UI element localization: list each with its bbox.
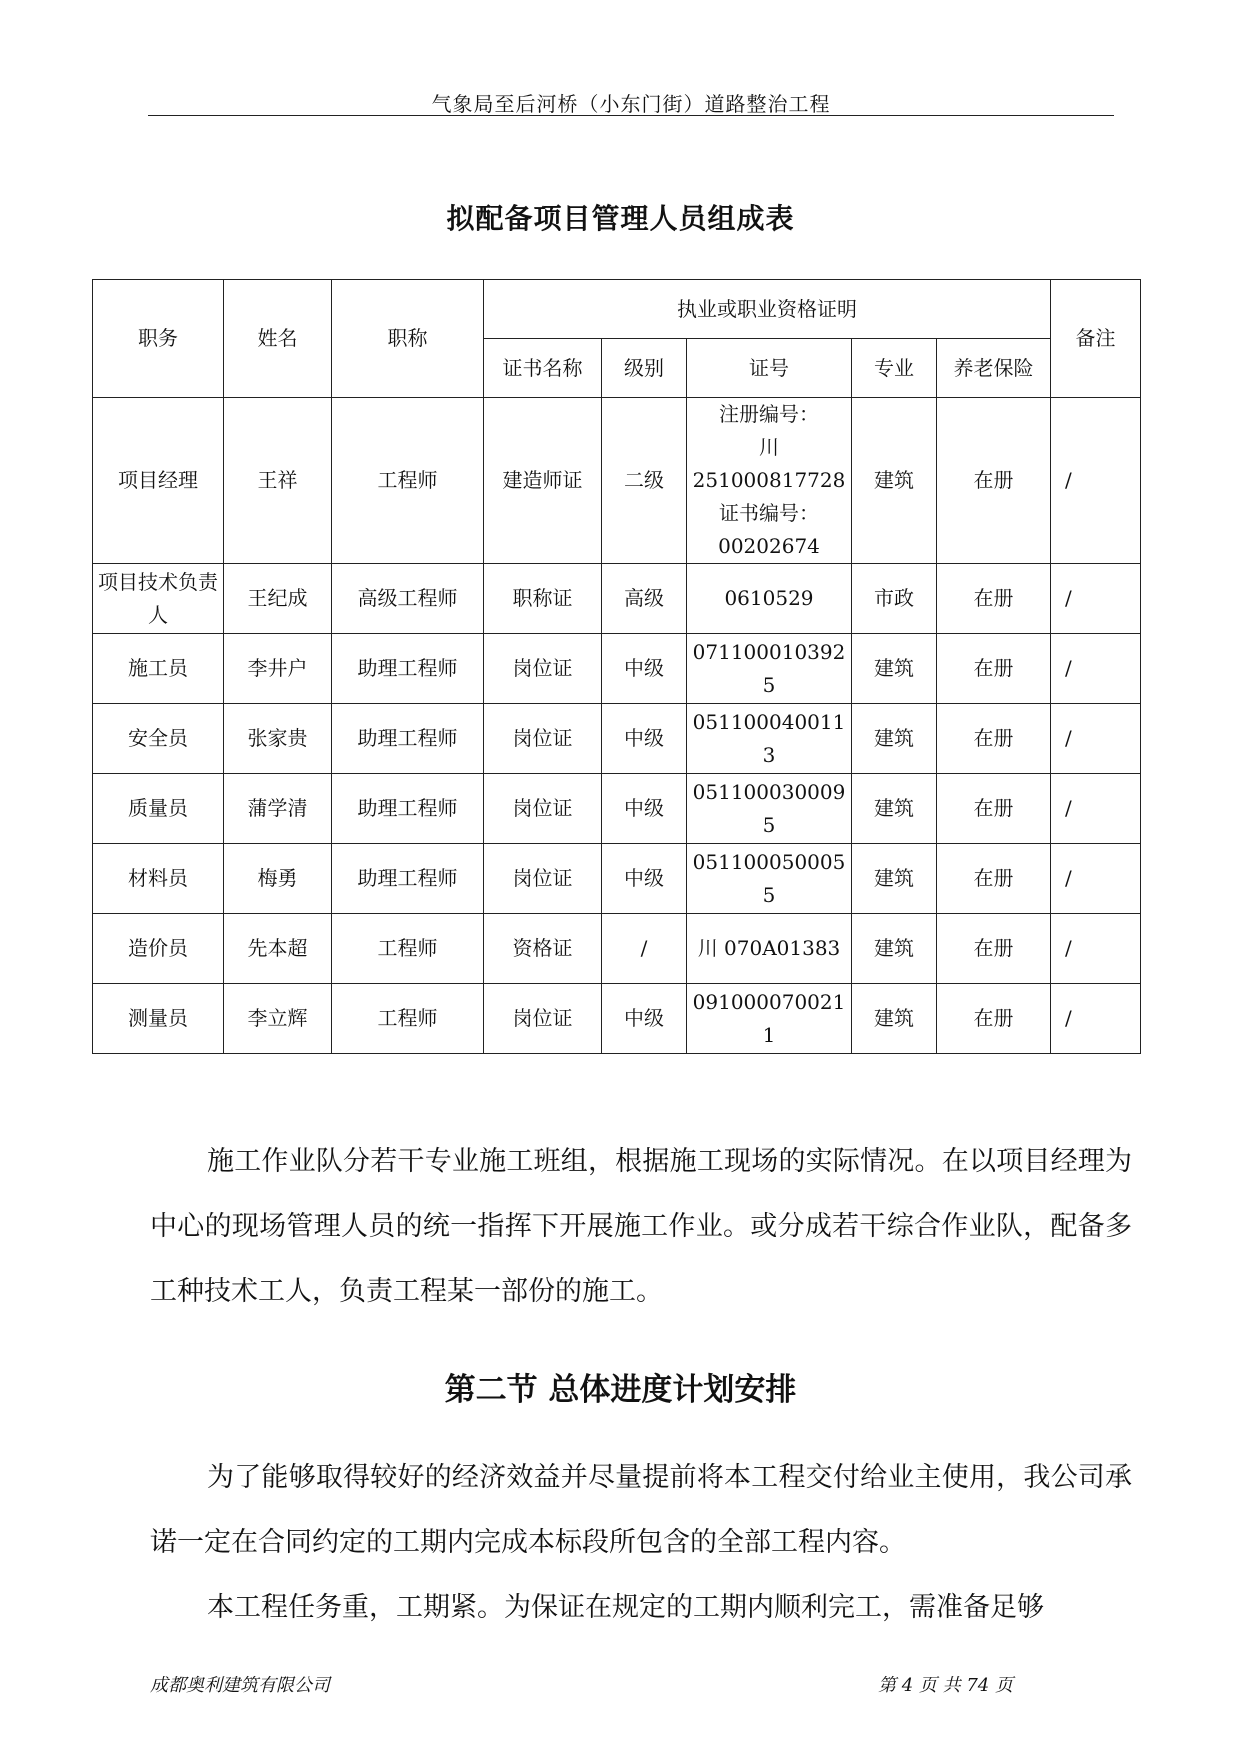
cell-title: 工程师 bbox=[332, 984, 484, 1054]
header-specialty: 专业 bbox=[852, 339, 937, 398]
cell-remarks: / bbox=[1051, 564, 1141, 634]
cell-specialty: 建筑 bbox=[852, 774, 937, 844]
cell-level: 高级 bbox=[602, 564, 687, 634]
cell-position: 项目技术负责人 bbox=[93, 564, 224, 634]
cell-pension: 在册 bbox=[937, 844, 1051, 914]
cell-specialty: 建筑 bbox=[852, 984, 937, 1054]
cell-name: 梅勇 bbox=[224, 844, 332, 914]
paragraph-teams: 施工作业队分若干专业施工班组，根据施工现场的实际情况。在以项目经理为中心的现场管理人员的统一指挥下开展施工作业。或分成若干综合作业队，配备多工种技术工人，负责工程某一部份的施工。 bbox=[150, 1146, 1132, 1307]
header-cert-name: 证书名称 bbox=[484, 339, 602, 398]
table-row bbox=[93, 398, 1141, 564]
cell-title: 助理工程师 bbox=[332, 704, 484, 774]
cell-position: 质量员 bbox=[93, 774, 224, 844]
cell-position: 安全员 bbox=[93, 704, 224, 774]
cert-no-line: 注册编号： bbox=[719, 402, 819, 426]
footer-company: 成都奥利建筑有限公司 bbox=[150, 1675, 330, 1696]
table-row bbox=[93, 774, 1141, 844]
cell-position: 施工员 bbox=[93, 634, 224, 704]
cell-remarks: / bbox=[1051, 634, 1141, 704]
running-header: 气象局至后河桥（小东门街）道路整治工程 bbox=[431, 92, 831, 116]
cell-pension: 在册 bbox=[937, 564, 1051, 634]
table-row bbox=[93, 914, 1141, 984]
staff-table bbox=[92, 279, 1141, 1054]
cell-level: 二级 bbox=[602, 398, 687, 564]
cell-specialty: 建筑 bbox=[852, 704, 937, 774]
cell-title: 工程师 bbox=[332, 914, 484, 984]
cell-pension: 在册 bbox=[937, 704, 1051, 774]
cell-title: 工程师 bbox=[332, 398, 484, 564]
cell-title: 助理工程师 bbox=[332, 634, 484, 704]
header-remarks: 备注 bbox=[1051, 280, 1141, 398]
header-level: 级别 bbox=[602, 339, 687, 398]
cert-no-line: 证书编号： bbox=[719, 501, 819, 525]
cell-cert-no: 川 070A01383 bbox=[687, 914, 852, 984]
cell-name: 先本超 bbox=[224, 914, 332, 984]
cell-specialty: 建筑 bbox=[852, 634, 937, 704]
section-title: 第二节 总体进度计划安排 bbox=[444, 1372, 797, 1408]
cell-cert-no: 0511000300095 bbox=[687, 774, 852, 844]
cell-remarks: / bbox=[1051, 984, 1141, 1054]
cell-pension: 在册 bbox=[937, 914, 1051, 984]
cell-level: 中级 bbox=[602, 704, 687, 774]
cell-cert-name: 岗位证 bbox=[484, 774, 602, 844]
header-divider bbox=[148, 115, 1114, 116]
cell-cert-name: 职称证 bbox=[484, 564, 602, 634]
cell-level: 中级 bbox=[602, 634, 687, 704]
header-qualification: 执业或职业资格证明 bbox=[484, 280, 1051, 339]
cell-level: 中级 bbox=[602, 984, 687, 1054]
header-cert-no: 证号 bbox=[687, 339, 852, 398]
header-position: 职务 bbox=[93, 280, 224, 398]
cell-level: / bbox=[602, 914, 687, 984]
header-title: 职称 bbox=[332, 280, 484, 398]
cell-cert-no: 0610529 bbox=[687, 564, 852, 634]
cell-cert-no: 0711000103925 bbox=[687, 634, 852, 704]
header-name: 姓名 bbox=[224, 280, 332, 398]
cell-level: 中级 bbox=[602, 774, 687, 844]
cell-specialty: 建筑 bbox=[852, 914, 937, 984]
cell-name: 李立辉 bbox=[224, 984, 332, 1054]
cell-pension: 在册 bbox=[937, 774, 1051, 844]
cell-position: 材料员 bbox=[93, 844, 224, 914]
cell-title: 助理工程师 bbox=[332, 774, 484, 844]
table-row bbox=[93, 984, 1141, 1054]
table-title: 拟配备项目管理人员组成表 bbox=[446, 202, 795, 235]
cell-cert-no: 0511000400113 bbox=[687, 704, 852, 774]
paragraph-commitment: 为了能够取得较好的经济效益并尽量提前将本工程交付给业主使用，我公司承诺一定在合同约定的工期内完成本标段所包含的全部工程内容。 bbox=[150, 1462, 1132, 1558]
cell-cert-name: 岗位证 bbox=[484, 634, 602, 704]
cell-cert-no: 0910000700211 bbox=[687, 984, 852, 1054]
cell-specialty: 建筑 bbox=[852, 398, 937, 564]
cell-name: 李井户 bbox=[224, 634, 332, 704]
cell-position: 项目经理 bbox=[93, 398, 224, 564]
cell-level: 中级 bbox=[602, 844, 687, 914]
cell-cert-no bbox=[687, 398, 852, 564]
cell-cert-name: 岗位证 bbox=[484, 844, 602, 914]
cell-name: 张家贵 bbox=[224, 704, 332, 774]
cell-title: 高级工程师 bbox=[332, 564, 484, 634]
cell-remarks: / bbox=[1051, 398, 1141, 564]
cell-cert-name: 资格证 bbox=[484, 914, 602, 984]
cell-remarks: / bbox=[1051, 844, 1141, 914]
cell-pension: 在册 bbox=[937, 634, 1051, 704]
cell-name: 王纪成 bbox=[224, 564, 332, 634]
cert-no-line: 川 bbox=[759, 435, 779, 459]
cell-cert-name: 建造师证 bbox=[484, 398, 602, 564]
cell-cert-name: 岗位证 bbox=[484, 984, 602, 1054]
footer-page-info: 第 4 页 共 74 页 bbox=[878, 1675, 1013, 1696]
cell-position: 测量员 bbox=[93, 984, 224, 1054]
cell-specialty: 建筑 bbox=[852, 844, 937, 914]
header-row-1 bbox=[93, 280, 1141, 339]
cell-name: 蒲学清 bbox=[224, 774, 332, 844]
table-row bbox=[93, 704, 1141, 774]
cert-no-line: 00202674 bbox=[718, 534, 820, 558]
cell-remarks: / bbox=[1051, 704, 1141, 774]
cell-cert-no: 0511000500055 bbox=[687, 844, 852, 914]
cert-no-line: 251000817728 bbox=[692, 468, 846, 492]
cell-remarks: / bbox=[1051, 914, 1141, 984]
table-row bbox=[93, 634, 1141, 704]
cell-pension: 在册 bbox=[937, 398, 1051, 564]
cell-specialty: 市政 bbox=[852, 564, 937, 634]
cell-remarks: / bbox=[1051, 774, 1141, 844]
cell-position: 造价员 bbox=[93, 914, 224, 984]
table-row bbox=[93, 844, 1141, 914]
cell-cert-name: 岗位证 bbox=[484, 704, 602, 774]
cell-pension: 在册 bbox=[937, 984, 1051, 1054]
table-row bbox=[93, 564, 1141, 634]
cell-title: 助理工程师 bbox=[332, 844, 484, 914]
paragraph-schedule: 本工程任务重，工期紧。为保证在规定的工期内顺利完工，需准备足够 bbox=[207, 1592, 1044, 1623]
cell-name: 王祥 bbox=[224, 398, 332, 564]
header-pension: 养老保险 bbox=[937, 339, 1051, 398]
